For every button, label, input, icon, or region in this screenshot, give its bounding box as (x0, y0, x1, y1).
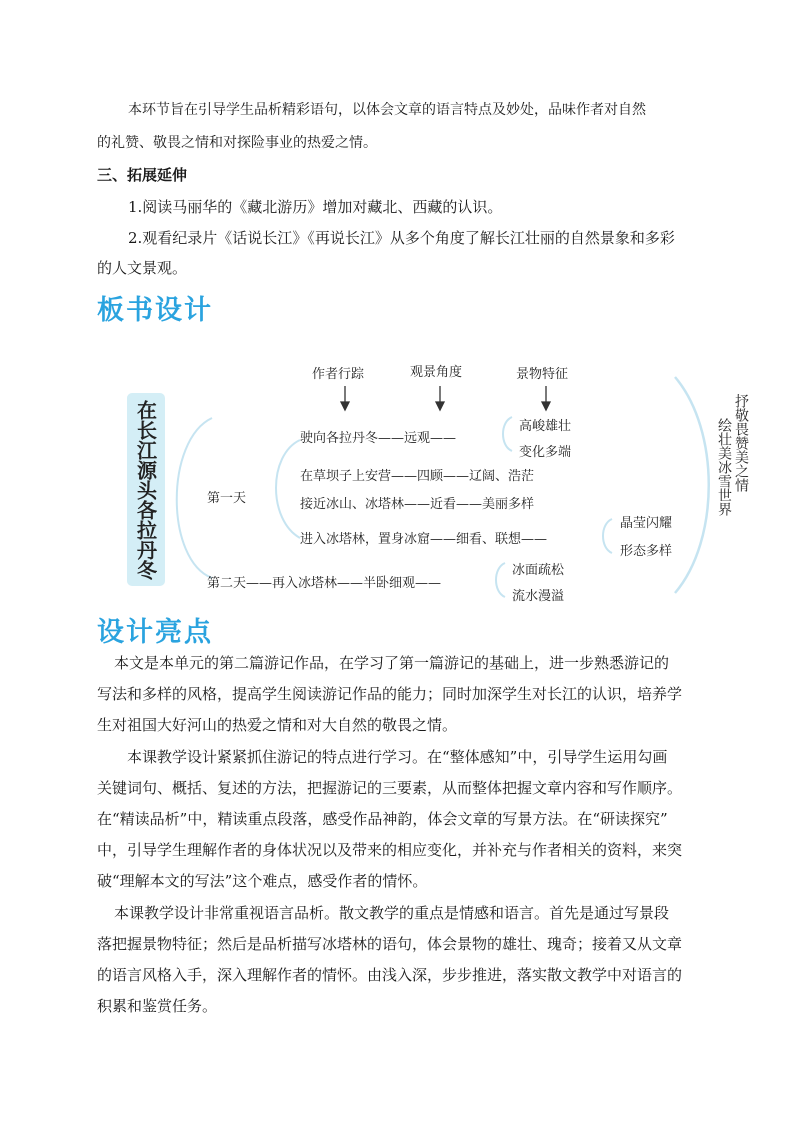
extension-title: 三、拓展延伸 (97, 166, 188, 184)
extension-item-2-line-1: 2.观看纪录片《话说长江》《再说长江》从多个角度了解长江壮丽的自然景象和多彩 (128, 229, 675, 247)
row-1: 驶向各拉丹冬——远观—— (300, 431, 457, 446)
extension-item-2-line-2: 的人文景观。 (97, 259, 188, 277)
row-4: 进入冰塔林，置身冰窟——细看、联想—— (300, 532, 548, 547)
highlights-p1-line-1: 本文是本单元的第二篇游记作品，在学习了第一篇游记的基础上，进一步熟悉游记的 (114, 654, 670, 672)
bracket-row5 (496, 563, 505, 597)
highlights-p2-line-1: 本课教学设计紧紧抓住游记的特点进行学习。在“整体感知”中，引导学生运用勾画 (127, 748, 668, 766)
highlights-p2-line-4: 中，引导学生理解作者的身体状况以及带来的相应变化，并补充与作者相关的资料，来突 (97, 841, 683, 859)
col-angle: 观景角度 (410, 365, 463, 380)
highlights-p2-line-5: 破“理解本文的写法”这个难点，感受作者的情怀。 (97, 872, 428, 890)
highlights-p3-line-3: 的语言风格入手，深入理解作者的情怀。由浅入深，步步推进，落实散文教学中对语言的 (97, 966, 683, 984)
arrow-angle-head (436, 402, 444, 410)
right-text-1: 绘壮美冰雪世界 (716, 418, 732, 516)
bracket-right (675, 377, 709, 593)
row-3: 接近冰山、冰塔林——近看——美丽多样 (300, 497, 535, 512)
highlights-p2-line-3: 在“精读品析”中，精读重点段落，感受作品神韵，体会文章的写景方法。在“研读探究” (97, 810, 668, 828)
intro-line-1: 本环节旨在引导学生品析精彩语句，以体会文章的语言特点及妙处，品味作者对自然 (128, 102, 646, 118)
highlights-p3-line-2: 落把握景物特征；然后是品析描写冰塔林的语句，体会景物的雄壮、瑰奇；接着又从文章 (97, 935, 683, 953)
row-5: 第二天——再入冰塔林——半卧细观—— (207, 576, 442, 591)
highlights-p3-line-1: 本课教学设计非常重视语言品析。散文教学的重点是情感和语言。首先是通过写景段 (114, 904, 670, 922)
board-title: 在长江源头各拉丹冬 (127, 393, 165, 586)
row-5-feature-2: 流水漫溢 (512, 589, 565, 604)
row-4-feature-1: 晶莹闪耀 (620, 516, 673, 531)
arrow-route-head (341, 402, 349, 410)
arrow-feature-head (542, 402, 550, 410)
highlights-p1-line-3: 生对祖国大好河山的热爱之情和对大自然的敬畏之情。 (97, 716, 458, 734)
row-1-feature-1: 高峻雄壮 (519, 419, 572, 434)
bracket-row4 (603, 519, 612, 553)
bracket-row1 (503, 417, 512, 451)
row-4-feature-2: 形态多样 (620, 544, 673, 559)
row-5-feature-1: 冰面疏松 (512, 563, 565, 578)
bracket-day1 (276, 440, 300, 538)
highlights-p1-line-2: 写法和多样的风格，提高学生阅读游记作品的能力；同时加深学生对长江的认识，培养学 (97, 685, 683, 703)
intro-line-2: 的礼赞、敬畏之情和对探险事业的热爱之情。 (97, 135, 377, 151)
right-text-2: 抒敬畏赞美之情 (733, 394, 749, 492)
board-heading: 板书设计 (97, 295, 213, 326)
highlights-heading: 设计亮点 (97, 617, 213, 648)
col-feature: 景物特征 (516, 367, 569, 382)
day-1: 第一天 (207, 491, 247, 506)
row-1-feature-2: 变化多端 (519, 445, 572, 460)
highlights-p2-line-2: 关键词句、概括、复述的方法，把握游记的三要素，从而整体把握文章内容和写作顺序。 (97, 779, 683, 797)
row-2: 在草坝子上安营——四顾——辽阔、浩茫 (300, 469, 535, 484)
highlights-p3-line-4: 积累和鉴赏任务。 (97, 997, 218, 1015)
extension-item-1: 1.阅读马丽华的《藏北游历》增加对藏北、西藏的认识。 (128, 198, 503, 216)
col-route: 作者行踪 (312, 367, 365, 382)
